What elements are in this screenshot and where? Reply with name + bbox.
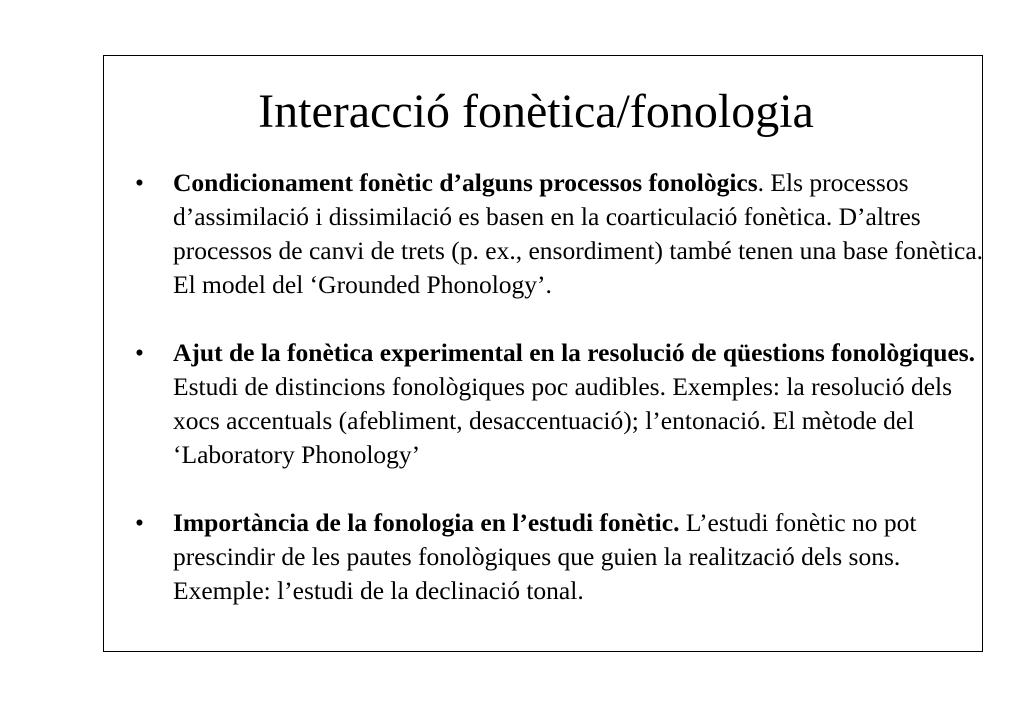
bullet-heading: Ajut de la fonètica experimental en la resolució de qüestions fonològiques.	[173, 338, 976, 367]
bullet-marker: •	[135, 338, 144, 367]
bullet-marker: •	[135, 508, 144, 537]
bullet-list	[135, 166, 985, 642]
bullet-item-conditioning	[135, 166, 985, 302]
bullet-body: . Els processos d’assimilació i dissimilació es basen en la coarticulació fonètica. D’altres processos de canvi de trets (p. ex., ensordiment) també tenen una base fonètica. El model del ‘Grounded Phonology’.	[173, 168, 984, 299]
bullet-body: Estudi de distincions fonològiques poc audibles. Exemples: la resolució dels xocs accentuals (afebliment, desaccentuació); l’entonació. El mètode del ‘Laboratory Phonology’	[173, 372, 953, 469]
bullet-heading: Condicionament fonètic d’alguns processos fonològics	[173, 168, 758, 197]
bullet-item-phonology-importance	[135, 506, 985, 608]
slide-title: Interacció fonètica/fonologia	[258, 85, 814, 138]
bullet-body: L’estudi fonètic no pot prescindir de les pautes fonològiques que guien la realització dels sons. Exemple: l’estudi de la declinació tonal.	[173, 508, 917, 605]
bullet-marker: •	[135, 168, 144, 197]
bullet-heading: Importància de la fonologia en l’estudi fonètic.	[173, 508, 680, 537]
bullet-item-experimental-phonetics	[135, 336, 985, 472]
